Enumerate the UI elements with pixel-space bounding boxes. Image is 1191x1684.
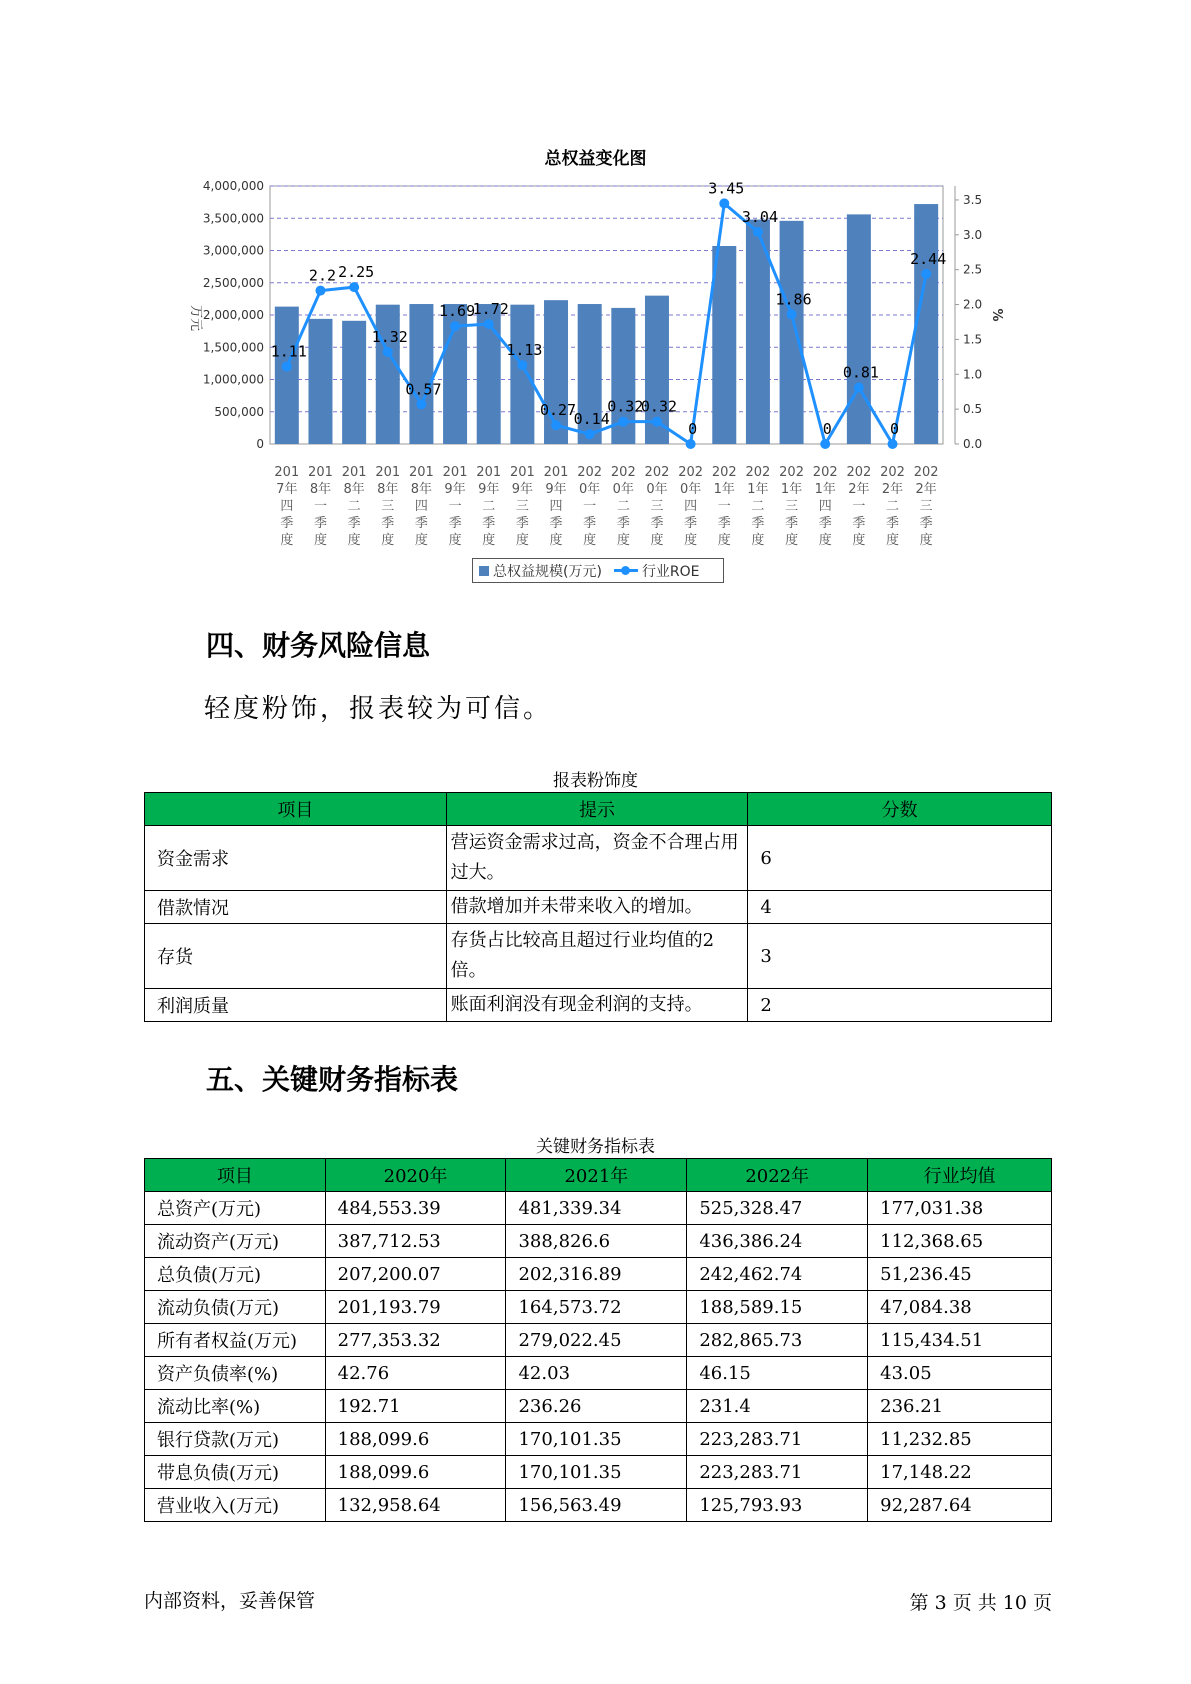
header-cell: 行业均值: [868, 1159, 1052, 1192]
x-tick-label: 202: [711, 465, 737, 480]
x-tick-label: 季: [919, 516, 933, 531]
x-tick-label: 度: [818, 533, 832, 548]
kpi-value: 202,316.89: [506, 1258, 687, 1291]
x-tick-label: 0年: [612, 482, 634, 497]
x-tick-label: 季: [785, 516, 799, 531]
roe-data-label: 1.13: [506, 341, 543, 360]
header-cell: 项目: [145, 793, 447, 826]
equity-bar: [275, 307, 299, 444]
kpi-value: 92,287.64: [868, 1489, 1052, 1522]
roe-data-label: 0.27: [539, 401, 577, 420]
roe-point: [585, 429, 595, 439]
kpi-item: 流动资产(万元): [145, 1225, 326, 1258]
x-tick-label: 202: [846, 465, 872, 480]
y-right-tick-label: 0.5: [963, 402, 983, 417]
kpi-value: 525,328.47: [687, 1192, 868, 1225]
roe-data-label: 0: [688, 420, 698, 438]
kpi-item: 营业收入(万元): [145, 1489, 326, 1522]
x-tick-label: 度: [919, 533, 933, 548]
roe-point: [888, 439, 898, 449]
kpi-value: 177,031.38: [868, 1192, 1052, 1225]
x-tick-label: 0年: [646, 482, 668, 497]
table-row: [145, 1258, 1052, 1291]
x-tick-label: 季: [381, 516, 395, 531]
legend-bar-label: 总权益规模(万元): [493, 563, 602, 580]
table-row: [145, 1423, 1052, 1456]
y-left-tick-label: 3,000,000: [202, 243, 264, 258]
y-left-tick-label: 4,000,000: [202, 179, 264, 193]
x-tick-label: 202: [812, 465, 838, 480]
y-left-tick-label: 0: [256, 437, 264, 451]
equity-bar: [376, 305, 400, 444]
roe-point: [753, 227, 763, 237]
roe-point: [787, 309, 797, 319]
risk-table: [144, 792, 1052, 1022]
roe-point: [551, 420, 561, 430]
x-tick-label: 二: [347, 499, 361, 514]
kpi-value: 170,101.35: [506, 1456, 687, 1489]
x-tick-label: 度: [886, 533, 900, 548]
roe-point: [618, 417, 628, 427]
kpi-value: 201,193.79: [325, 1291, 506, 1324]
x-tick-label: 1年: [713, 482, 735, 497]
kpi-item: 银行贷款(万元): [145, 1423, 326, 1456]
x-tick-label: 度: [785, 533, 799, 548]
x-tick-label: 季: [313, 516, 327, 531]
kpi-value: 231.4: [687, 1390, 868, 1423]
x-tick-label: 度: [852, 533, 866, 548]
kpi-value: 115,434.51: [868, 1324, 1052, 1357]
kpi-table-header: [145, 1159, 1052, 1192]
risk-item: 存货: [145, 924, 447, 989]
equity-roe-chart: [0, 0, 1191, 560]
roe-point: [921, 269, 931, 279]
kpi-value: 188,589.15: [687, 1291, 868, 1324]
x-tick-label: 202: [913, 465, 939, 480]
x-tick-label: 季: [280, 516, 294, 531]
x-tick-label: 201: [509, 465, 535, 480]
risk-item: 利润质量: [145, 989, 447, 1022]
x-tick-label: 一: [583, 499, 597, 514]
x-tick-label: 二: [616, 499, 630, 514]
risk-score: 3: [748, 924, 1052, 989]
x-tick-label: 三: [785, 499, 799, 514]
x-tick-label: 9年: [478, 482, 500, 497]
y-left-tick-label: 2,500,000: [202, 275, 264, 290]
kpi-value: 43.05: [868, 1357, 1052, 1390]
kpi-table-caption: 关键财务指标表: [536, 1137, 655, 1157]
risk-hint: 营运资金需求过高，资金不合理占用过大。: [446, 826, 748, 891]
roe-point: [416, 399, 426, 409]
risk-item: 资金需求: [145, 826, 447, 891]
x-tick-label: 202: [577, 465, 603, 480]
x-tick-label: 度: [616, 533, 630, 548]
y-right-tick-label: 3.5: [963, 192, 983, 207]
risk-score: 6: [748, 826, 1052, 891]
x-tick-label: 度: [414, 533, 428, 548]
header-cell: 2021年: [506, 1159, 687, 1192]
x-tick-label: 1年: [814, 482, 836, 497]
x-tick-label: 季: [852, 516, 866, 531]
kpi-item: 所有者权益(万元): [145, 1324, 326, 1357]
x-tick-label: 9年: [545, 482, 567, 497]
y-left-tick-label: 1,000,000: [202, 372, 264, 387]
x-tick-label: 202: [745, 465, 771, 480]
x-tick-label: 季: [482, 516, 496, 531]
risk-table-caption: 报表粉饰度: [553, 771, 638, 791]
y-right-tick-label: 3.0: [963, 227, 983, 242]
roe-data-label: 0.32: [607, 397, 644, 416]
x-tick-label: 季: [347, 516, 361, 531]
table-row: [145, 1357, 1052, 1390]
x-tick-label: 202: [678, 465, 704, 480]
x-tick-label: 度: [381, 533, 395, 548]
risk-score: 4: [748, 891, 1052, 924]
x-tick-label: 一: [717, 499, 731, 514]
kpi-value: 46.15: [687, 1357, 868, 1390]
x-tick-label: 7年: [276, 482, 298, 497]
kpi-value: 242,462.74: [687, 1258, 868, 1291]
kpi-value: 387,712.53: [325, 1225, 506, 1258]
table-row: [145, 1291, 1052, 1324]
header-cell: 2020年: [325, 1159, 506, 1192]
x-tick-label: 202: [779, 465, 804, 480]
x-tick-label: 2年: [848, 482, 870, 497]
roe-point: [282, 362, 292, 372]
x-tick-label: 季: [717, 516, 731, 531]
section-5-heading: 五、关键财务指标表: [206, 1063, 459, 1096]
roe-data-label: 0.32: [640, 397, 678, 416]
risk-score: 2: [748, 989, 1052, 1022]
table-row: [145, 1324, 1052, 1357]
kpi-value: 481,339.34: [506, 1192, 687, 1225]
x-tick-label: 2年: [881, 482, 904, 497]
x-tick-label: 度: [549, 533, 563, 548]
roe-data-label: 1.86: [775, 290, 812, 309]
table-row: [145, 891, 1052, 924]
x-tick-label: 度: [717, 533, 731, 548]
header-cell: 2022年: [687, 1159, 868, 1192]
x-tick-label: 202: [610, 465, 636, 480]
section-4-heading: 四、财务风险信息: [206, 629, 431, 662]
x-tick-label: 度: [448, 533, 462, 548]
kpi-value: 282,865.73: [687, 1324, 868, 1357]
x-tick-label: 201: [341, 465, 367, 480]
x-tick-label: 201: [476, 465, 502, 480]
footer-confidential: 内部资料，妥善保管: [144, 1590, 316, 1612]
kpi-value: 51,236.45: [868, 1258, 1052, 1291]
footer-page-number: 第 3 页 共 10 页: [909, 1592, 1052, 1614]
x-tick-label: 季: [684, 516, 698, 531]
x-tick-label: 季: [751, 516, 765, 531]
table-row: [145, 1456, 1052, 1489]
x-tick-label: 季: [448, 516, 462, 531]
y-left-tick-label: 1,500,000: [202, 340, 264, 355]
table-row: [145, 924, 1052, 989]
kpi-value: 112,368.65: [868, 1225, 1052, 1258]
y-left-axis-title: 万元: [188, 304, 203, 332]
x-tick-label: 二: [886, 499, 900, 514]
x-tick-label: 二: [751, 499, 765, 514]
kpi-value: 236.21: [868, 1390, 1052, 1423]
equity-bar: [780, 221, 804, 444]
y-right-tick-label: 1.0: [963, 367, 983, 382]
x-tick-label: 9年: [511, 482, 534, 497]
kpi-value: 42.76: [325, 1357, 506, 1390]
table-row: [145, 1489, 1052, 1522]
x-tick-label: 季: [886, 516, 900, 531]
roe-point: [484, 319, 494, 329]
roe-point: [349, 282, 359, 292]
x-tick-label: 2年: [915, 482, 937, 497]
x-tick-label: 度: [650, 533, 664, 548]
x-tick-label: 二: [482, 499, 496, 514]
table-row: [145, 1192, 1052, 1225]
table-row: [145, 826, 1052, 891]
roe-data-label: 0.14: [573, 410, 610, 429]
roe-point: [315, 286, 325, 296]
x-tick-label: 度: [347, 533, 361, 548]
x-tick-label: 8年: [377, 482, 399, 497]
kpi-value: 277,353.32: [325, 1324, 506, 1357]
kpi-value: 42.03: [506, 1357, 687, 1390]
x-tick-label: 1年: [780, 482, 803, 497]
table-row: [145, 989, 1052, 1022]
x-tick-label: 201: [409, 465, 434, 480]
kpi-value: 17,148.22: [868, 1456, 1052, 1489]
kpi-value: 132,958.64: [325, 1489, 506, 1522]
equity-bar: [510, 305, 534, 444]
x-tick-label: 四: [414, 499, 428, 514]
header-cell: 提示: [446, 793, 748, 826]
x-tick-label: 季: [818, 516, 832, 531]
risk-table-header: [145, 793, 1052, 826]
x-tick-label: 三: [381, 499, 395, 514]
x-tick-label: 8年: [410, 482, 433, 497]
roe-data-label: 1.32: [371, 327, 408, 346]
kpi-value: 156,563.49: [506, 1489, 687, 1522]
equity-bar: [342, 321, 366, 444]
x-tick-label: 四: [818, 499, 832, 514]
y-right-tick-label: 2.0: [963, 297, 983, 312]
header-cell: 项目: [145, 1159, 326, 1192]
x-tick-label: 度: [684, 533, 698, 548]
roe-point: [517, 360, 527, 370]
roe-point: [450, 321, 460, 331]
x-tick-label: 季: [549, 516, 563, 531]
kpi-value: 170,101.35: [506, 1423, 687, 1456]
x-tick-label: 9年: [444, 482, 466, 497]
x-tick-label: 度: [313, 533, 327, 548]
x-tick-label: 三: [515, 499, 529, 514]
kpi-value: 164,573.72: [506, 1291, 687, 1324]
x-tick-label: 四: [549, 499, 563, 514]
roe-data-label: 2.2: [308, 266, 337, 285]
kpi-value: 125,793.93: [687, 1489, 868, 1522]
x-tick-label: 季: [583, 516, 597, 531]
x-tick-label: 三: [650, 499, 664, 514]
kpi-item: 总负债(万元): [145, 1258, 326, 1291]
kpi-value: 223,283.71: [687, 1423, 868, 1456]
x-tick-label: 四: [684, 499, 698, 514]
x-tick-label: 度: [482, 533, 496, 548]
chart-legend: [472, 558, 724, 583]
kpi-value: 188,099.6: [325, 1456, 506, 1489]
risk-hint: 存货占比较高且超过行业均值的2倍。: [446, 924, 748, 989]
roe-data-label: 0.81: [842, 363, 879, 382]
x-tick-label: 1年: [747, 482, 769, 497]
x-tick-label: 度: [751, 533, 765, 548]
y-left-tick-label: 2,000,000: [202, 308, 264, 322]
table-row: [145, 1225, 1052, 1258]
kpi-table: [144, 1158, 1052, 1522]
legend-bar-swatch: [479, 566, 489, 576]
kpi-item: 总资产(万元): [145, 1192, 326, 1225]
x-tick-label: 201: [543, 465, 569, 480]
x-tick-label: 季: [515, 516, 529, 531]
kpi-value: 484,553.39: [325, 1192, 506, 1225]
roe-point: [383, 347, 393, 357]
y-left-tick-label: 3,500,000: [202, 211, 264, 226]
x-tick-label: 季: [616, 516, 630, 531]
kpi-value: 388,826.6: [506, 1225, 687, 1258]
equity-bar: [409, 304, 433, 444]
roe-data-label: 2.44: [910, 249, 947, 268]
x-tick-label: 度: [280, 533, 294, 548]
x-tick-label: 度: [583, 533, 597, 548]
risk-hint: 账面利润没有现金利润的支持。: [446, 989, 748, 1022]
y-right-tick-label: 0.0: [963, 437, 983, 451]
x-tick-label: 一: [448, 499, 462, 514]
roe-point: [820, 439, 830, 449]
x-tick-label: 三: [919, 499, 933, 514]
x-tick-label: 一: [852, 499, 866, 514]
roe-point: [686, 439, 696, 449]
y-right-axis-title: %: [989, 308, 1004, 322]
x-tick-label: 8年: [309, 482, 332, 497]
roe-data-label: 0.57: [405, 380, 442, 399]
x-tick-label: 201: [274, 465, 300, 480]
equity-bar: [847, 214, 871, 444]
kpi-item: 资产负债率(%): [145, 1357, 326, 1390]
x-tick-label: 0年: [579, 482, 601, 497]
x-tick-label: 度: [515, 533, 529, 548]
roe-data-label: 0: [822, 420, 832, 438]
kpi-item: 流动比率(%): [145, 1390, 326, 1423]
x-tick-label: 季: [650, 516, 664, 531]
y-right-tick-label: 2.5: [963, 262, 983, 277]
x-tick-label: 季: [414, 516, 428, 531]
roe-point: [854, 383, 864, 393]
kpi-item: 带息负债(万元): [145, 1456, 326, 1489]
roe-point: [719, 198, 729, 208]
kpi-value: 279,022.45: [506, 1324, 687, 1357]
risk-item: 借款情况: [145, 891, 447, 924]
roe-data-label: 1.72: [472, 300, 509, 319]
kpi-value: 436,386.24: [687, 1225, 868, 1258]
x-tick-label: 202: [644, 465, 670, 480]
roe-point: [652, 417, 662, 427]
legend-line-swatch: [614, 569, 638, 572]
roe-data-label: 3.04: [741, 208, 778, 227]
kpi-value: 236.26: [506, 1390, 687, 1423]
equity-bar: [308, 319, 332, 444]
kpi-value: 47,084.38: [868, 1291, 1052, 1324]
roe-data-label: 1.11: [270, 342, 307, 361]
x-tick-label: 201: [442, 465, 468, 480]
x-tick-label: 202: [880, 465, 905, 480]
section-4-paragraph: 轻度粉饰，报表较为可信。: [204, 694, 553, 724]
equity-bar: [712, 246, 736, 444]
chart-title: 总权益变化图: [544, 149, 647, 169]
x-tick-label: 8年: [343, 482, 365, 497]
table-row: [145, 1390, 1052, 1423]
kpi-value: 11,232.85: [868, 1423, 1052, 1456]
x-tick-label: 一: [313, 499, 327, 514]
x-tick-label: 四: [280, 499, 294, 514]
kpi-value: 188,099.6: [325, 1423, 506, 1456]
x-tick-label: 0年: [679, 482, 702, 497]
y-left-tick-label: 500,000: [214, 404, 264, 419]
x-tick-label: 201: [308, 465, 333, 480]
roe-data-label: 1.69: [439, 302, 476, 321]
kpi-value: 207,200.07: [325, 1258, 506, 1291]
roe-data-label: 2.25: [338, 263, 375, 282]
risk-hint: 借款增加并未带来收入的增加。: [446, 891, 748, 924]
legend-line-label: 行业ROE: [641, 563, 700, 580]
kpi-item: 流动负债(万元): [145, 1291, 326, 1324]
kpi-value: 223,283.71: [687, 1456, 868, 1489]
kpi-value: 192.71: [325, 1390, 506, 1423]
y-right-tick-label: 1.5: [963, 332, 983, 347]
roe-data-label: 0: [890, 420, 900, 438]
roe-data-label: 3.45: [708, 179, 745, 198]
x-tick-label: 201: [375, 465, 401, 480]
header-cell: 分数: [748, 793, 1052, 826]
